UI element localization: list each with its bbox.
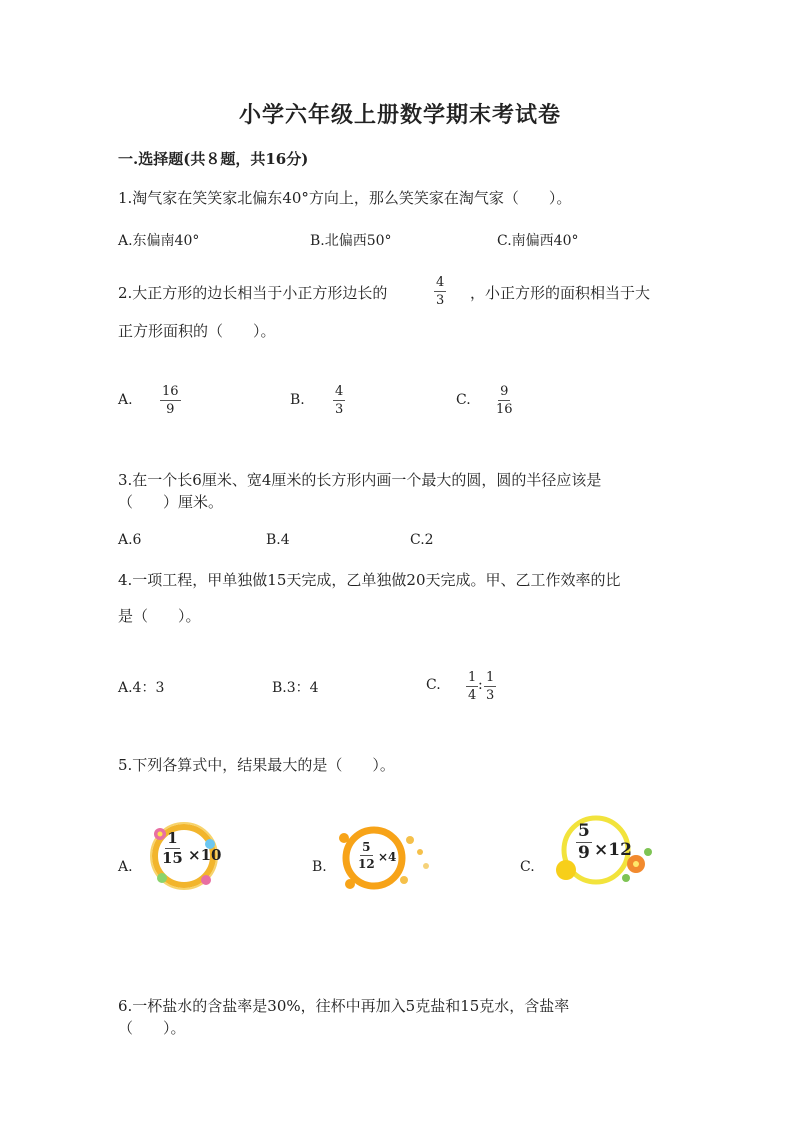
badge-fraction xyxy=(576,822,592,863)
page-title: 小学六年级上册数学期末考试卷 xyxy=(238,102,561,128)
question-1-option-a: A.东偏南40° xyxy=(118,233,200,249)
question-2-option-b-fraction xyxy=(333,384,345,417)
question-2-fraction xyxy=(434,275,446,308)
badge-multiplier: ×12 xyxy=(594,840,632,860)
question-4-option-a: A.4：3 xyxy=(118,680,165,696)
question-5-option-c-label: C. xyxy=(520,859,535,875)
fraction-denominator: 12 xyxy=(358,857,375,871)
question-1-option-b: B.北偏西50° xyxy=(310,233,392,249)
question-5-option-a-label: A. xyxy=(118,859,133,875)
question-1-text: 1.淘气家在笑笑家北偏东40°方向上，那么笑笑家在淘气家（ ）。 xyxy=(118,189,572,207)
question-5-option-b-badge xyxy=(330,822,434,894)
fraction-numerator: 4 xyxy=(335,384,344,399)
question-5-option-b-label: B. xyxy=(312,859,327,875)
question-2-option-c-fraction xyxy=(496,384,513,417)
fraction-denominator: 4 xyxy=(468,688,477,703)
question-3-option-b: B.4 xyxy=(266,532,290,548)
fraction-numerator: 16 xyxy=(162,384,179,399)
badge-multiplier: ×4 xyxy=(378,850,397,864)
question-2-text-cont: ，小正方形的面积相当于大 xyxy=(470,284,651,302)
fraction-denominator: 3 xyxy=(486,688,495,703)
question-1-option-c: C.南偏西40° xyxy=(497,233,579,249)
question-3-option-c: C.2 xyxy=(410,532,434,548)
question-4-option-c-fraction-a xyxy=(466,670,478,703)
question-2-option-c-label: C. xyxy=(456,392,471,408)
question-6-line2: （ ）。 xyxy=(118,1019,186,1037)
fraction-denominator: 16 xyxy=(496,402,513,417)
question-4-option-c-label: C. xyxy=(426,677,441,693)
fraction-denominator: 3 xyxy=(436,293,445,308)
ratio-separator: : xyxy=(478,677,483,693)
fraction-denominator: 9 xyxy=(166,402,175,417)
fraction-numerator: 1 xyxy=(468,670,477,685)
badge-multiplier: ×10 xyxy=(188,846,222,864)
question-3-option-a: A.6 xyxy=(118,532,142,548)
section-heading: 一.选择题(共８题，共16分) xyxy=(118,150,309,168)
question-2-option-a-fraction xyxy=(160,384,181,417)
fraction-denominator: 9 xyxy=(578,843,590,863)
fraction-numerator: 4 xyxy=(436,275,445,290)
badge-fraction xyxy=(162,830,183,867)
question-2-text: 2.大正方形的边长相当于小正方形边长的 xyxy=(118,284,388,302)
fraction-numerator: 1 xyxy=(167,829,178,847)
question-4-line2: 是（ ）。 xyxy=(118,607,201,625)
question-5-text: 5.下列各算式中，结果最大的是（ ）。 xyxy=(118,756,395,774)
question-4-option-c-fraction-b xyxy=(484,670,496,703)
fraction-numerator: 9 xyxy=(500,384,509,399)
question-4-line1: 4.一项工程，甲单独做15天完成，乙单独做20天完成。甲、乙工作效率的比 xyxy=(118,571,621,589)
question-3-line1: 3.在一个长6厘米、宽4厘米的长方形内画一个最大的圆，圆的半径应该是 xyxy=(118,471,602,489)
question-5-option-c-badge xyxy=(552,812,656,892)
badge-fraction xyxy=(358,840,375,871)
fraction-denominator: 3 xyxy=(335,402,344,417)
question-2-option-a-label: A. xyxy=(118,392,133,408)
question-5-option-a-badge xyxy=(148,820,220,892)
fraction-numerator: 1 xyxy=(486,670,495,685)
fraction-numerator: 5 xyxy=(578,821,590,841)
question-2-line2: 正方形面积的（ ）。 xyxy=(118,322,276,340)
fraction-numerator: 5 xyxy=(362,840,371,854)
fraction-denominator: 15 xyxy=(162,849,183,867)
question-6-line1: 6.一杯盐水的含盐率是30%，往杯中再加入5克盐和15克水，含盐率 xyxy=(118,997,570,1015)
question-4-option-b: B.3：4 xyxy=(272,680,319,696)
question-3-line2: （ ）厘米。 xyxy=(118,493,224,511)
question-2-option-b-label: B. xyxy=(290,392,305,408)
